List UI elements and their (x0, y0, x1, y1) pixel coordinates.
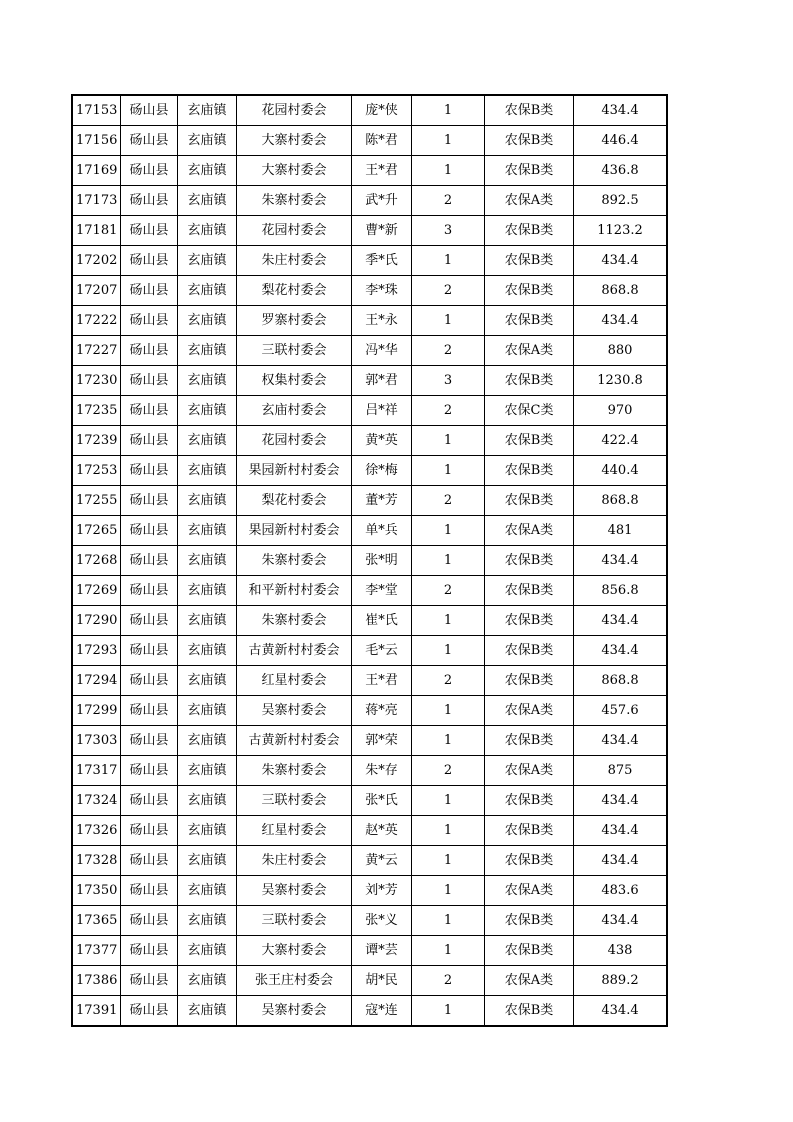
cell-household-count: 2 (412, 336, 485, 366)
table-row (72, 966, 667, 996)
cell-amount: 440.4 (574, 456, 668, 486)
cell-record-id: 17391 (72, 996, 121, 1027)
table-row (72, 696, 667, 726)
cell-name: 王*君 (352, 156, 412, 186)
cell-village-committee: 朱寨村委会 (237, 186, 352, 216)
cell-county: 砀山县 (121, 786, 178, 816)
cell-insurance-category: 农保B类 (485, 606, 574, 636)
cell-village-committee: 梨花村委会 (237, 276, 352, 306)
cell-name: 谭*芸 (352, 936, 412, 966)
cell-household-count: 1 (412, 306, 485, 336)
cell-town: 玄庙镇 (178, 276, 237, 306)
cell-county: 砀山县 (121, 456, 178, 486)
cell-town: 玄庙镇 (178, 666, 237, 696)
cell-village-committee: 红星村委会 (237, 816, 352, 846)
cell-insurance-category: 农保B类 (485, 306, 574, 336)
cell-name: 朱*存 (352, 756, 412, 786)
cell-amount: 436.8 (574, 156, 668, 186)
cell-record-id: 17326 (72, 816, 121, 846)
cell-insurance-category: 农保B类 (485, 276, 574, 306)
cell-village-committee: 吴寨村委会 (237, 876, 352, 906)
cell-insurance-category: 农保A类 (485, 756, 574, 786)
cell-record-id: 17181 (72, 216, 121, 246)
cell-town: 玄庙镇 (178, 186, 237, 216)
cell-county: 砀山县 (121, 876, 178, 906)
table-row (72, 216, 667, 246)
cell-amount: 434.4 (574, 306, 668, 336)
cell-household-count: 2 (412, 576, 485, 606)
cell-county: 砀山县 (121, 426, 178, 456)
table-row (72, 486, 667, 516)
cell-household-count: 1 (412, 876, 485, 906)
cell-amount: 868.8 (574, 486, 668, 516)
table-row (72, 756, 667, 786)
cell-name: 张*明 (352, 546, 412, 576)
cell-town: 玄庙镇 (178, 726, 237, 756)
cell-village-committee: 古黄新村村委会 (237, 636, 352, 666)
cell-name: 张*义 (352, 906, 412, 936)
cell-name: 李*珠 (352, 276, 412, 306)
cell-record-id: 17265 (72, 516, 121, 546)
table-row (72, 186, 667, 216)
cell-village-committee: 花园村委会 (237, 216, 352, 246)
cell-town: 玄庙镇 (178, 366, 237, 396)
cell-insurance-category: 农保B类 (485, 576, 574, 606)
table-row (72, 156, 667, 186)
cell-town: 玄庙镇 (178, 516, 237, 546)
cell-town: 玄庙镇 (178, 846, 237, 876)
cell-amount: 434.4 (574, 95, 668, 126)
cell-insurance-category: 农保B类 (485, 246, 574, 276)
table-row (72, 846, 667, 876)
cell-record-id: 17235 (72, 396, 121, 426)
cell-name: 董*芳 (352, 486, 412, 516)
cell-household-count: 1 (412, 786, 485, 816)
cell-county: 砀山县 (121, 366, 178, 396)
cell-household-count: 1 (412, 636, 485, 666)
cell-county: 砀山县 (121, 576, 178, 606)
cell-record-id: 17169 (72, 156, 121, 186)
cell-name: 毛*云 (352, 636, 412, 666)
cell-amount: 970 (574, 396, 668, 426)
cell-town: 玄庙镇 (178, 306, 237, 336)
cell-amount: 1123.2 (574, 216, 668, 246)
cell-village-committee: 朱寨村委会 (237, 606, 352, 636)
cell-amount: 434.4 (574, 816, 668, 846)
cell-name: 徐*梅 (352, 456, 412, 486)
cell-household-count: 1 (412, 606, 485, 636)
cell-insurance-category: 农保B类 (485, 936, 574, 966)
cell-record-id: 17350 (72, 876, 121, 906)
cell-record-id: 17227 (72, 336, 121, 366)
table-row (72, 816, 667, 846)
cell-town: 玄庙镇 (178, 396, 237, 426)
cell-name: 王*永 (352, 306, 412, 336)
table-row (72, 276, 667, 306)
cell-village-committee: 玄庙村委会 (237, 396, 352, 426)
cell-insurance-category: 农保B类 (485, 816, 574, 846)
table-row (72, 396, 667, 426)
cell-village-committee: 大寨村委会 (237, 126, 352, 156)
records-table (71, 94, 668, 1027)
table-row (72, 126, 667, 156)
cell-household-count: 2 (412, 666, 485, 696)
cell-household-count: 1 (412, 696, 485, 726)
table-row (72, 606, 667, 636)
cell-village-committee: 三联村委会 (237, 786, 352, 816)
cell-record-id: 17207 (72, 276, 121, 306)
table-row (72, 666, 667, 696)
cell-household-count: 3 (412, 216, 485, 246)
cell-amount: 481 (574, 516, 668, 546)
cell-county: 砀山县 (121, 966, 178, 996)
cell-record-id: 17365 (72, 906, 121, 936)
cell-name: 刘*芳 (352, 876, 412, 906)
cell-household-count: 1 (412, 456, 485, 486)
cell-insurance-category: 农保B类 (485, 666, 574, 696)
cell-name: 庞*侠 (352, 95, 412, 126)
table-row (72, 996, 667, 1027)
table-row (72, 906, 667, 936)
cell-household-count: 1 (412, 546, 485, 576)
cell-insurance-category: 农保B类 (485, 126, 574, 156)
table-row (72, 576, 667, 606)
cell-record-id: 17328 (72, 846, 121, 876)
cell-village-committee: 果园新村村委会 (237, 516, 352, 546)
cell-village-committee: 花园村委会 (237, 95, 352, 126)
cell-county: 砀山县 (121, 156, 178, 186)
cell-household-count: 3 (412, 366, 485, 396)
cell-town: 玄庙镇 (178, 816, 237, 846)
cell-household-count: 1 (412, 516, 485, 546)
cell-town: 玄庙镇 (178, 95, 237, 126)
cell-name: 陈*君 (352, 126, 412, 156)
cell-household-count: 1 (412, 936, 485, 966)
cell-town: 玄庙镇 (178, 636, 237, 666)
cell-town: 玄庙镇 (178, 606, 237, 636)
cell-amount: 434.4 (574, 606, 668, 636)
cell-county: 砀山县 (121, 246, 178, 276)
cell-county: 砀山县 (121, 846, 178, 876)
cell-name: 寇*连 (352, 996, 412, 1027)
cell-village-committee: 和平新村村委会 (237, 576, 352, 606)
cell-village-committee: 红星村委会 (237, 666, 352, 696)
cell-village-committee: 朱寨村委会 (237, 546, 352, 576)
cell-record-id: 17294 (72, 666, 121, 696)
cell-household-count: 1 (412, 906, 485, 936)
cell-insurance-category: 农保B类 (485, 156, 574, 186)
table-row (72, 336, 667, 366)
cell-county: 砀山县 (121, 336, 178, 366)
cell-record-id: 17268 (72, 546, 121, 576)
cell-insurance-category: 农保B类 (485, 726, 574, 756)
cell-name: 郭*荣 (352, 726, 412, 756)
cell-village-committee: 花园村委会 (237, 426, 352, 456)
cell-household-count: 2 (412, 486, 485, 516)
cell-insurance-category: 农保B类 (485, 846, 574, 876)
cell-household-count: 1 (412, 426, 485, 456)
cell-amount: 880 (574, 336, 668, 366)
cell-county: 砀山县 (121, 606, 178, 636)
cell-name: 赵*英 (352, 816, 412, 846)
cell-record-id: 17293 (72, 636, 121, 666)
table-row (72, 786, 667, 816)
cell-record-id: 17230 (72, 366, 121, 396)
cell-insurance-category: 农保B类 (485, 636, 574, 666)
cell-county: 砀山县 (121, 936, 178, 966)
cell-household-count: 1 (412, 126, 485, 156)
cell-village-committee: 梨花村委会 (237, 486, 352, 516)
cell-town: 玄庙镇 (178, 486, 237, 516)
cell-name: 季*氏 (352, 246, 412, 276)
cell-amount: 434.4 (574, 726, 668, 756)
cell-household-count: 1 (412, 726, 485, 756)
cell-county: 砀山县 (121, 756, 178, 786)
table-row (72, 306, 667, 336)
cell-name: 郭*君 (352, 366, 412, 396)
cell-county: 砀山县 (121, 486, 178, 516)
cell-town: 玄庙镇 (178, 876, 237, 906)
cell-amount: 856.8 (574, 576, 668, 606)
cell-name: 李*堂 (352, 576, 412, 606)
cell-town: 玄庙镇 (178, 756, 237, 786)
table-row (72, 546, 667, 576)
cell-insurance-category: 农保B类 (485, 366, 574, 396)
cell-name: 蒋*亮 (352, 696, 412, 726)
cell-household-count: 1 (412, 156, 485, 186)
cell-county: 砀山县 (121, 95, 178, 126)
cell-village-committee: 朱庄村委会 (237, 246, 352, 276)
table-row (72, 636, 667, 666)
cell-insurance-category: 农保B类 (485, 426, 574, 456)
cell-insurance-category: 农保A类 (485, 186, 574, 216)
cell-village-committee: 朱寨村委会 (237, 756, 352, 786)
cell-town: 玄庙镇 (178, 936, 237, 966)
cell-insurance-category: 农保B类 (485, 95, 574, 126)
cell-village-committee: 张王庄村委会 (237, 966, 352, 996)
cell-insurance-category: 农保A类 (485, 336, 574, 366)
cell-insurance-category: 农保B类 (485, 546, 574, 576)
cell-record-id: 17377 (72, 936, 121, 966)
cell-village-committee: 大寨村委会 (237, 156, 352, 186)
cell-record-id: 17153 (72, 95, 121, 126)
cell-insurance-category: 农保A类 (485, 696, 574, 726)
cell-town: 玄庙镇 (178, 126, 237, 156)
table-row (72, 426, 667, 456)
cell-amount: 875 (574, 756, 668, 786)
cell-insurance-category: 农保A类 (485, 876, 574, 906)
table-row (72, 246, 667, 276)
cell-insurance-category: 农保A类 (485, 516, 574, 546)
cell-name: 胡*民 (352, 966, 412, 996)
cell-village-committee: 吴寨村委会 (237, 996, 352, 1027)
cell-name: 吕*祥 (352, 396, 412, 426)
cell-amount: 868.8 (574, 666, 668, 696)
cell-amount: 889.2 (574, 966, 668, 996)
cell-name: 黄*英 (352, 426, 412, 456)
cell-name: 王*君 (352, 666, 412, 696)
cell-name: 冯*华 (352, 336, 412, 366)
cell-insurance-category: 农保B类 (485, 906, 574, 936)
cell-town: 玄庙镇 (178, 966, 237, 996)
cell-amount: 434.4 (574, 786, 668, 816)
cell-record-id: 17324 (72, 786, 121, 816)
cell-amount: 434.4 (574, 546, 668, 576)
cell-record-id: 17253 (72, 456, 121, 486)
cell-village-committee: 大寨村委会 (237, 936, 352, 966)
cell-insurance-category: 农保B类 (485, 996, 574, 1027)
cell-insurance-category: 农保B类 (485, 486, 574, 516)
cell-household-count: 1 (412, 846, 485, 876)
cell-amount: 483.6 (574, 876, 668, 906)
cell-record-id: 17156 (72, 126, 121, 156)
cell-record-id: 17255 (72, 486, 121, 516)
cell-town: 玄庙镇 (178, 906, 237, 936)
cell-amount: 892.5 (574, 186, 668, 216)
cell-household-count: 2 (412, 966, 485, 996)
cell-county: 砀山县 (121, 696, 178, 726)
cell-amount: 434.4 (574, 906, 668, 936)
cell-county: 砀山县 (121, 216, 178, 246)
cell-record-id: 17299 (72, 696, 121, 726)
cell-amount: 438 (574, 936, 668, 966)
cell-name: 崔*氏 (352, 606, 412, 636)
cell-town: 玄庙镇 (178, 156, 237, 186)
cell-household-count: 1 (412, 95, 485, 126)
cell-county: 砀山县 (121, 546, 178, 576)
cell-name: 单*兵 (352, 516, 412, 546)
cell-town: 玄庙镇 (178, 576, 237, 606)
cell-record-id: 17239 (72, 426, 121, 456)
cell-village-committee: 权集村委会 (237, 366, 352, 396)
cell-county: 砀山县 (121, 636, 178, 666)
cell-name: 武*升 (352, 186, 412, 216)
records-table-body (72, 95, 667, 1026)
cell-name: 曹*新 (352, 216, 412, 246)
cell-record-id: 17290 (72, 606, 121, 636)
cell-insurance-category: 农保C类 (485, 396, 574, 426)
cell-town: 玄庙镇 (178, 456, 237, 486)
cell-county: 砀山县 (121, 306, 178, 336)
cell-town: 玄庙镇 (178, 996, 237, 1027)
table-row (72, 456, 667, 486)
cell-name: 张*氏 (352, 786, 412, 816)
cell-amount: 457.6 (574, 696, 668, 726)
cell-amount: 434.4 (574, 846, 668, 876)
cell-household-count: 1 (412, 996, 485, 1027)
cell-village-committee: 朱庄村委会 (237, 846, 352, 876)
cell-insurance-category: 农保B类 (485, 786, 574, 816)
cell-household-count: 2 (412, 276, 485, 306)
cell-household-count: 1 (412, 246, 485, 276)
cell-county: 砀山县 (121, 996, 178, 1027)
cell-county: 砀山县 (121, 186, 178, 216)
table-row (72, 516, 667, 546)
cell-county: 砀山县 (121, 396, 178, 426)
cell-amount: 434.4 (574, 246, 668, 276)
cell-town: 玄庙镇 (178, 216, 237, 246)
cell-household-count: 2 (412, 756, 485, 786)
cell-insurance-category: 农保B类 (485, 456, 574, 486)
cell-insurance-category: 农保A类 (485, 966, 574, 996)
cell-record-id: 17317 (72, 756, 121, 786)
cell-household-count: 1 (412, 816, 485, 846)
cell-record-id: 17202 (72, 246, 121, 276)
cell-village-committee: 古黄新村村委会 (237, 726, 352, 756)
cell-village-committee: 罗寨村委会 (237, 306, 352, 336)
table-row (72, 95, 667, 126)
cell-amount: 434.4 (574, 996, 668, 1027)
table-row (72, 936, 667, 966)
table-row (72, 726, 667, 756)
cell-household-count: 2 (412, 396, 485, 426)
cell-county: 砀山县 (121, 126, 178, 156)
cell-county: 砀山县 (121, 666, 178, 696)
cell-county: 砀山县 (121, 276, 178, 306)
cell-amount: 1230.8 (574, 366, 668, 396)
cell-town: 玄庙镇 (178, 336, 237, 366)
cell-record-id: 17269 (72, 576, 121, 606)
cell-amount: 868.8 (574, 276, 668, 306)
cell-town: 玄庙镇 (178, 786, 237, 816)
cell-household-count: 2 (412, 186, 485, 216)
cell-county: 砀山县 (121, 516, 178, 546)
cell-record-id: 17386 (72, 966, 121, 996)
cell-amount: 422.4 (574, 426, 668, 456)
cell-village-committee: 果园新村村委会 (237, 456, 352, 486)
cell-county: 砀山县 (121, 906, 178, 936)
cell-county: 砀山县 (121, 816, 178, 846)
cell-record-id: 17303 (72, 726, 121, 756)
cell-record-id: 17222 (72, 306, 121, 336)
table-row (72, 876, 667, 906)
cell-town: 玄庙镇 (178, 426, 237, 456)
cell-insurance-category: 农保B类 (485, 216, 574, 246)
cell-record-id: 17173 (72, 186, 121, 216)
cell-town: 玄庙镇 (178, 696, 237, 726)
cell-village-committee: 三联村委会 (237, 336, 352, 366)
cell-county: 砀山县 (121, 726, 178, 756)
cell-village-committee: 三联村委会 (237, 906, 352, 936)
cell-town: 玄庙镇 (178, 246, 237, 276)
table-row (72, 366, 667, 396)
cell-village-committee: 吴寨村委会 (237, 696, 352, 726)
cell-name: 黄*云 (352, 846, 412, 876)
cell-amount: 446.4 (574, 126, 668, 156)
cell-amount: 434.4 (574, 636, 668, 666)
cell-town: 玄庙镇 (178, 546, 237, 576)
